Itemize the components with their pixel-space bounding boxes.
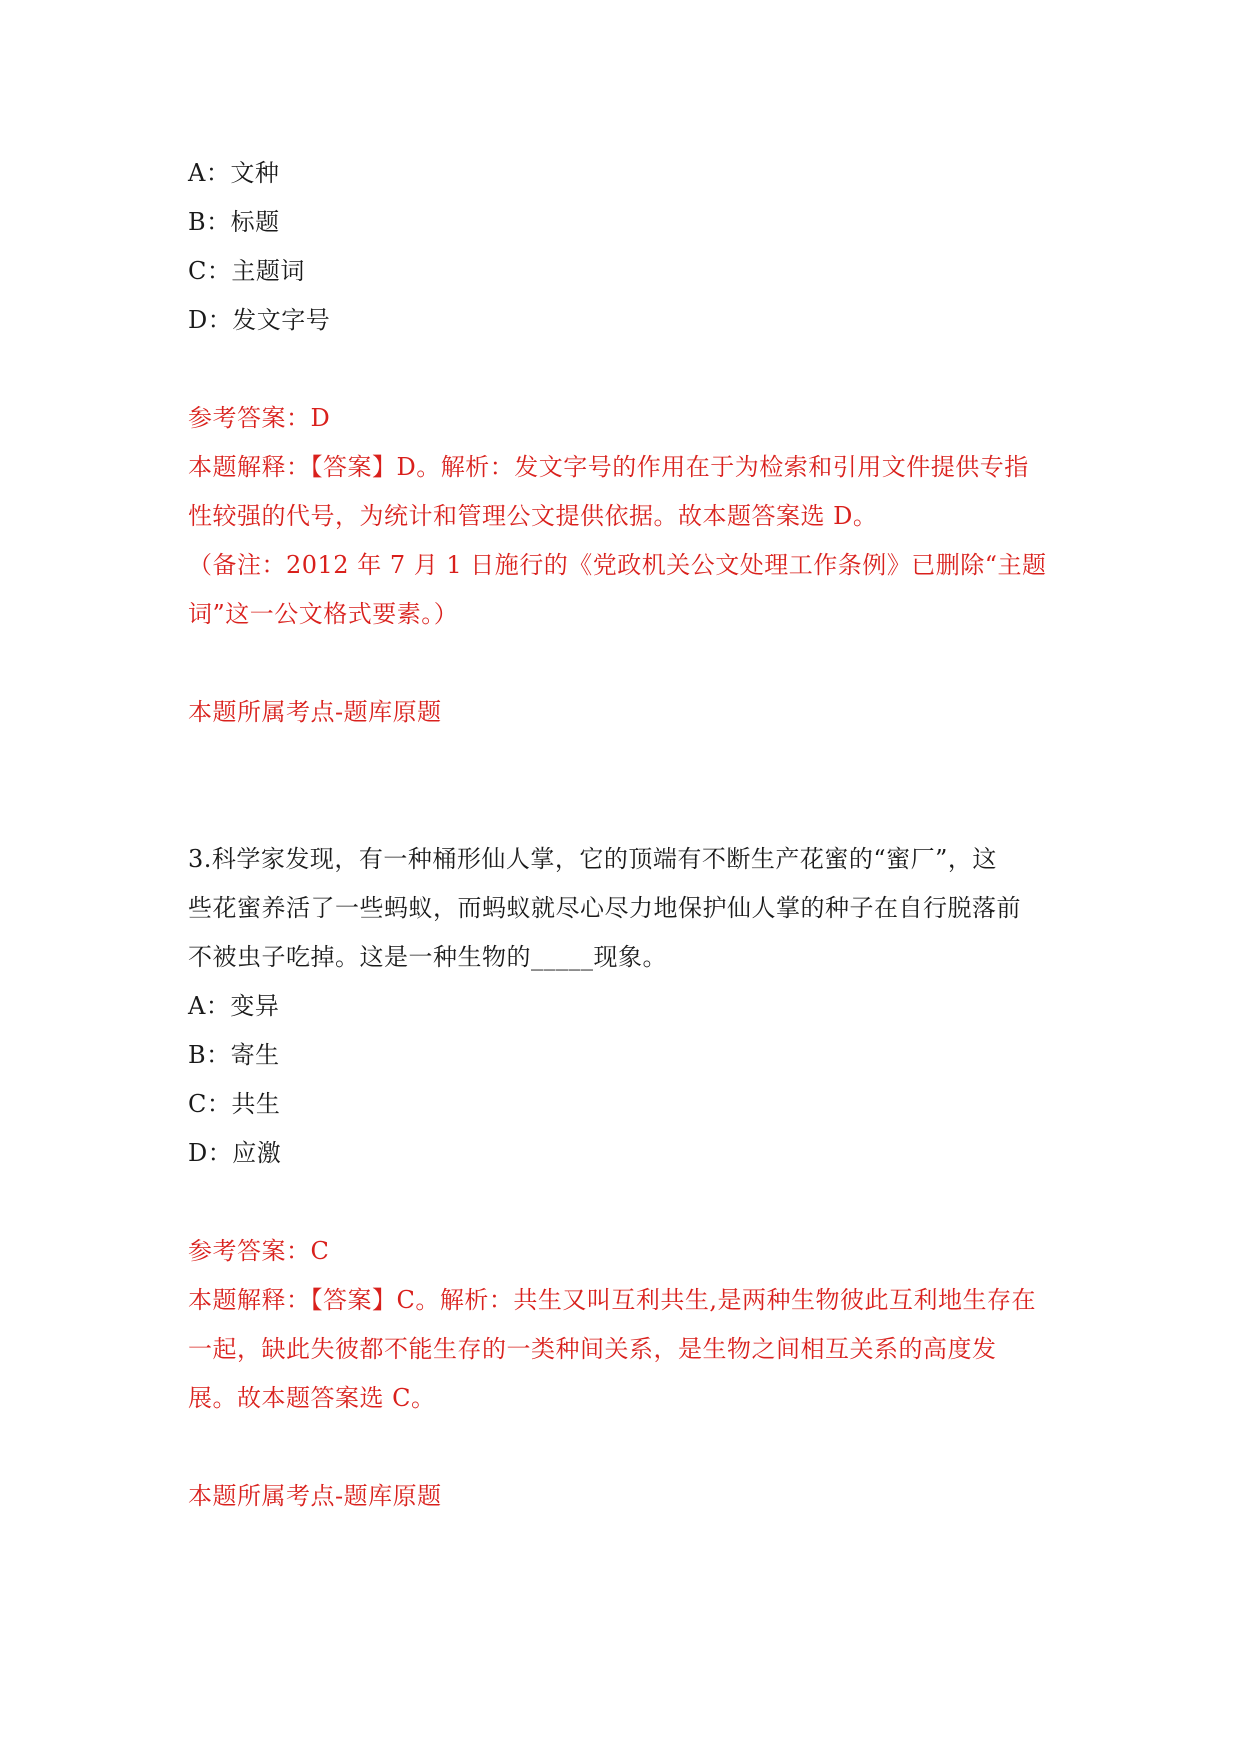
q2-explanation-line-3: （备注：2012 年 7 月 1 日施行的《党政机关公文处理工作条例》已删除“主题 [188, 551, 1047, 579]
q3-explanation-line-3: 展。故本题答案选 C。 [188, 1384, 436, 1412]
q2-option-b: B：标题 [188, 208, 280, 236]
q3-option-a: A：变异 [188, 992, 280, 1020]
q3-option-c: C：共生 [188, 1090, 281, 1118]
q2-option-c: C：主题词 [188, 257, 305, 285]
q3-stem-line-1: 3.科学家发现，有一种桶形仙人掌，它的顶端有不断生产花蜜的“蜜厂”，这 [188, 845, 997, 873]
q3-option-b: B：寄生 [188, 1041, 280, 1069]
q3-explanation-line-1: 本题解释：【答案】C。解析：共生又叫互利共生,是两种生物彼此互利地生存在 [188, 1286, 1036, 1314]
q3-explanation-line-2: 一起，缺此失彼都不能生存的一类种间关系，是生物之间相互关系的高度发 [188, 1335, 997, 1363]
q3-topic: 本题所属考点-题库原题 [188, 1482, 442, 1510]
q2-answer: 参考答案：D [188, 404, 331, 432]
q3-stem-line-2: 些花蜜养活了一些蚂蚁，而蚂蚁就尽心尽力地保护仙人掌的种子在自行脱落前 [188, 894, 1021, 922]
q3-stem-line-3: 不被虫子吃掉。这是一种生物的_____现象。 [188, 943, 667, 971]
q3-answer: 参考答案：C [188, 1237, 330, 1265]
q2-option-a: A：文种 [188, 159, 280, 187]
q2-option-d: D：发文字号 [188, 306, 331, 334]
q2-explanation-line-1: 本题解释：【答案】D。解析：发文字号的作用在于为检索和引用文件提供专指 [188, 453, 1029, 481]
q2-topic: 本题所属考点-题库原题 [188, 698, 442, 726]
q2-explanation-line-2: 性较强的代号，为统计和管理公文提供依据。故本题答案选 D。 [188, 502, 878, 530]
q2-explanation-line-4: 词”这一公文格式要素。） [188, 600, 459, 628]
q3-option-d: D：应激 [188, 1139, 282, 1167]
